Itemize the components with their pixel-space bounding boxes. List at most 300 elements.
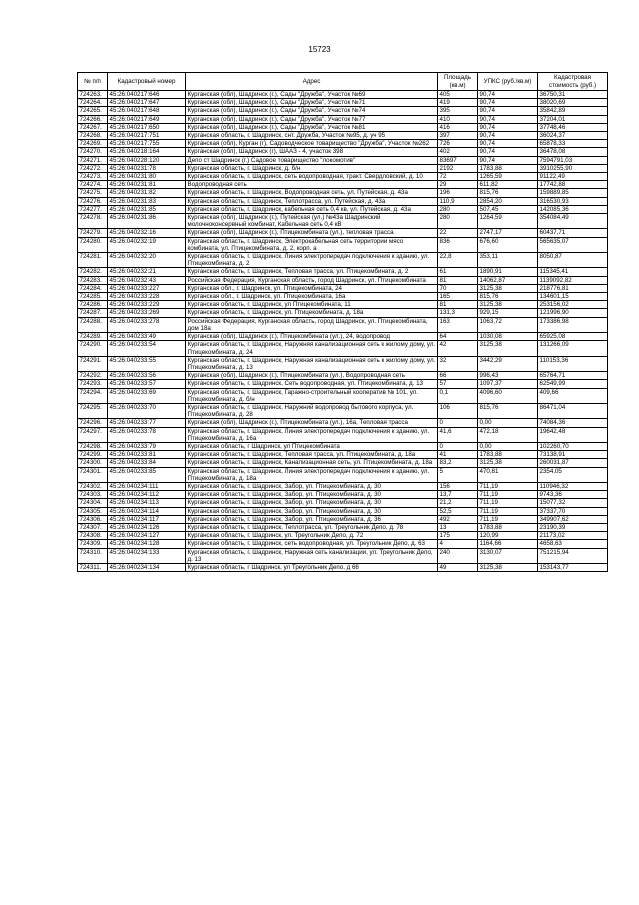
cadastral-number-cell: 45:26:040217:647 — [108, 99, 186, 107]
upks-cell: 2854,20 — [478, 197, 538, 205]
table-row — [78, 427, 608, 442]
row-number-cell: 724297. — [78, 427, 108, 442]
row-number-cell: 724263. — [78, 91, 108, 99]
address-cell: Курганская область, г. Шадринск, Теплотрасса, ул. Треугольник Депо, д. 78 — [186, 523, 438, 531]
area-cell: 280 — [438, 205, 478, 213]
table-row — [78, 523, 608, 531]
area-cell: 49 — [438, 563, 478, 571]
address-cell: Курганская область, г. Шадринск, Линия электропередач подключения к зданию, ул. Птицекомбината, д. 16а — [186, 427, 438, 442]
cadastral-number-cell: 45:26:040234:127 — [108, 532, 186, 540]
header-address: Адрес — [186, 73, 438, 91]
cadastral-value-cell: 36750,31 — [538, 91, 608, 99]
row-number-cell: 724281. — [78, 253, 108, 268]
area-cell: 836 — [438, 237, 478, 252]
table-row — [78, 140, 608, 148]
area-cell: 83697 — [438, 156, 478, 164]
table-row — [78, 459, 608, 467]
cadastral-number-cell: 45:26:040231:83 — [108, 197, 186, 205]
address-cell: Курганская (обл), Шадринск (г.), Сады "Дружба", Участок №81 — [186, 123, 438, 131]
cadastral-number-cell: 45:26:040233:77 — [108, 419, 186, 427]
table-header-row — [78, 73, 608, 91]
cadastral-value-cell: 23190,39 — [538, 523, 608, 531]
upks-cell: 1097,37 — [478, 380, 538, 388]
address-cell: Курганская область, г. Шадринск, Наружная канализационная сеть к жилому дому, ул. Птицекомбината, д. 13 — [186, 356, 438, 371]
row-number-cell: 724267. — [78, 123, 108, 131]
cadastral-value-cell: 19642,48 — [538, 427, 608, 442]
upks-cell: 90,74 — [478, 107, 538, 115]
area-cell: 41,6 — [438, 427, 478, 442]
cadastral-value-cell: 173386,98 — [538, 317, 608, 332]
address-cell: Курганская (обл), Шадринск (г), ШААЗ - 4, участок 398 — [186, 148, 438, 156]
cadastral-value-cell: 38020,69 — [538, 99, 608, 107]
table-row — [78, 293, 608, 301]
row-number-cell: 724277. — [78, 205, 108, 213]
row-number-cell: 724306. — [78, 515, 108, 523]
table-row — [78, 229, 608, 237]
address-cell: Курганская обл., г. Шадринск, ул. Птицекомбината, 24 — [186, 284, 438, 292]
cadastral-number-cell: 45:26:040228:120 — [108, 156, 186, 164]
address-cell: Депо ст Шадринск (г.) Садовое товарищество "локомотив" — [186, 156, 438, 164]
table-row — [78, 499, 608, 507]
upks-cell: 90,74 — [478, 140, 538, 148]
row-number-cell: 724292. — [78, 372, 108, 380]
cadastral-value-cell: 121996,90 — [538, 309, 608, 317]
table-row — [78, 115, 608, 123]
row-number-cell: 724304. — [78, 499, 108, 507]
table-row — [78, 181, 608, 189]
upks-cell: 711,19 — [478, 482, 538, 490]
table-row — [78, 388, 608, 403]
area-cell: 397 — [438, 132, 478, 140]
area-cell: 131,3 — [438, 309, 478, 317]
cadastral-value-cell: 65878,33 — [538, 140, 608, 148]
table-row — [78, 107, 608, 115]
cadastral-number-cell: 45:26:040234:113 — [108, 499, 186, 507]
cadastral-number-cell: 45:26:040217:646 — [108, 91, 186, 99]
cadastral-number-cell: 45:26:040234:134 — [108, 563, 186, 571]
upks-cell: 120,99 — [478, 532, 538, 540]
cadastral-value-cell: 354084,49 — [538, 214, 608, 229]
row-number-cell: 724274. — [78, 181, 108, 189]
address-cell: Курганская область, г. Шадринск, Тепловая трасса, ул. Птицекомбината, д. 18а — [186, 451, 438, 459]
table-row — [78, 333, 608, 341]
table-row — [78, 403, 608, 418]
table-row — [78, 237, 608, 252]
table-row — [78, 164, 608, 172]
area-cell: 4 — [438, 540, 478, 548]
cadastral-number-cell: 45:26:040233:79 — [108, 442, 186, 450]
row-number-cell: 724291. — [78, 356, 108, 371]
cadastral-number-cell: 45:26:040233:78 — [108, 427, 186, 442]
upks-cell: 1783,88 — [478, 164, 538, 172]
cadastral-value-cell: 91122,49 — [538, 173, 608, 181]
cadastral-number-cell: 45:26:040217:755 — [108, 140, 186, 148]
row-number-cell: 724296. — [78, 419, 108, 427]
address-cell: Курганская (обл), Шадринск (г.), Сады "Дружба", Участок №71 — [186, 99, 438, 107]
cadastral-number-cell: 45:26:040232:19 — [108, 237, 186, 252]
cadastral-number-cell: 45:26:040234:128 — [108, 540, 186, 548]
row-number-cell: 724275. — [78, 189, 108, 197]
address-cell: Курганская область, г. Шадринск, снт. Дружба, Участок №95, д. уч 95 — [186, 132, 438, 140]
row-number-cell: 724269. — [78, 140, 108, 148]
table-row — [78, 442, 608, 450]
cadastral-number-cell: 45:26:040231:78 — [108, 164, 186, 172]
upks-cell: 1783,88 — [478, 523, 538, 531]
cadastral-value-cell: 159889,85 — [538, 189, 608, 197]
cadastral-number-cell: 45:26:040233:84 — [108, 459, 186, 467]
upks-cell: 815,76 — [478, 293, 538, 301]
address-cell: Курганская (обл), Шадринск (г.), Сады "Дружба", Участок №69 — [186, 91, 438, 99]
page-number: 15723 — [308, 45, 331, 54]
address-cell: Курганская область, г Шадринск, ул Треугольник Депо, д 66 — [186, 563, 438, 571]
address-cell: Курганская область, г. Шадринск, Наружний водопровод бытового корпуса, ул. Птицекомбината, д. 28 — [186, 403, 438, 418]
cadastral-value-cell: 65925,08 — [538, 333, 608, 341]
area-cell: 22 — [438, 229, 478, 237]
cadastral-value-cell: 36024,37 — [538, 132, 608, 140]
address-cell: Курганская область, г. Шадринск, Сеть водопроводная, ул. Птицекомбината, д. 13 — [186, 380, 438, 388]
table-row — [78, 507, 608, 515]
cadastral-number-cell: 45:26:040217:648 — [108, 107, 186, 115]
area-cell: 163 — [438, 317, 478, 332]
cadastral-value-cell: 2354,05 — [538, 467, 608, 482]
upks-cell: 90,74 — [478, 123, 538, 131]
cadastral-value-cell: 37204,01 — [538, 115, 608, 123]
upks-cell: 3442,29 — [478, 356, 538, 371]
row-number-cell: 724299. — [78, 451, 108, 459]
address-cell: Курганская (обл), Шадринск (г.), Птицекомбината (ул.), Водопроводная сеть — [186, 372, 438, 380]
row-number-cell: 724289. — [78, 333, 108, 341]
upks-cell: 3125,38 — [478, 341, 538, 356]
cadastral-number-cell: 45:26:040233:278 — [108, 317, 186, 332]
row-number-cell: 724311. — [78, 563, 108, 571]
cadastral-number-cell: 45:26:040231:81 — [108, 181, 186, 189]
header-upks: УПКС (руб./кв.м) — [478, 73, 538, 91]
area-cell: 402 — [438, 148, 478, 156]
area-cell: 410 — [438, 115, 478, 123]
cadastral-number-cell: 45:26:040234:133 — [108, 548, 186, 563]
table-row — [78, 214, 608, 229]
cadastral-value-cell: 218776,81 — [538, 284, 608, 292]
cadastral-value-cell: 73138,91 — [538, 451, 608, 459]
cadastral-value-cell: 3910255,90 — [538, 164, 608, 172]
header-number: № п/п — [78, 73, 108, 91]
table-row — [78, 515, 608, 523]
row-number-cell: 724301. — [78, 467, 108, 482]
cadastral-value-cell: 751215,94 — [538, 548, 608, 563]
table-row — [78, 467, 608, 482]
upks-cell: 90,74 — [478, 156, 538, 164]
row-number-cell: 724273. — [78, 173, 108, 181]
address-cell: Курганская область, г. Шадринск, Гаражно-строительный кооператив № 101, ул. Птицекомбината, д. б/н — [186, 388, 438, 403]
table-row — [78, 284, 608, 292]
upks-cell: 90,74 — [478, 99, 538, 107]
cadastral-number-cell: 45:26:040233:85 — [108, 467, 186, 482]
address-cell: Российская Федерация, Курганская область, город Шадринск, ул. Птицекомбината, дом 18а — [186, 317, 438, 332]
row-number-cell: 724300. — [78, 459, 108, 467]
cadastral-number-cell: 45:26:040217:650 — [108, 123, 186, 131]
upks-cell: 472,18 — [478, 427, 538, 442]
table-row — [78, 253, 608, 268]
cadastral-number-cell: 45:26:040234:112 — [108, 491, 186, 499]
cadastral-number-cell: 45:26:040217:649 — [108, 115, 186, 123]
cadastral-number-cell: 45:26:040234:126 — [108, 523, 186, 531]
area-cell: 196 — [438, 189, 478, 197]
row-number-cell: 724295. — [78, 403, 108, 418]
row-number-cell: 724283. — [78, 276, 108, 284]
address-cell: Курганская область, г. Шадринск, Водопроводная сеть, ул. Путейская, д. 43а — [186, 189, 438, 197]
area-cell: 5 — [438, 467, 478, 482]
row-number-cell: 724303. — [78, 491, 108, 499]
row-number-cell: 724276. — [78, 197, 108, 205]
address-cell: Курганская (обл), Шадринск (г.), Птицекомбината (ул.), 24, водопровод — [186, 333, 438, 341]
cadastral-value-cell: 8050,87 — [538, 253, 608, 268]
cadastral-number-cell: 45:26:040233:54 — [108, 341, 186, 356]
row-number-cell: 724287. — [78, 309, 108, 317]
cadastral-number-cell: 45:26:040231:80 — [108, 173, 186, 181]
table-row — [78, 197, 608, 205]
cadastral-number-cell: 45:26:040233:269 — [108, 309, 186, 317]
table-row — [78, 91, 608, 99]
area-cell: 70 — [438, 284, 478, 292]
upks-cell: 1164,66 — [478, 540, 538, 548]
upks-cell: 676,60 — [478, 237, 538, 252]
upks-cell: 470,81 — [478, 467, 538, 482]
row-number-cell: 724305. — [78, 507, 108, 515]
cadastral-number-cell: 45:26:040233:229 — [108, 301, 186, 309]
address-cell: Курганская область, г. Шадринск, сеть водопроводная, ул. Треугольник Депо, д. 63 — [186, 540, 438, 548]
table-row — [78, 317, 608, 332]
area-cell: 66 — [438, 372, 478, 380]
address-cell: Курганская (обл), Шадринск (г.), Сады "Дружба", Участок №77 — [186, 115, 438, 123]
upks-cell: 14062,87 — [478, 276, 538, 284]
cadastral-number-cell: 45:26:040231:86 — [108, 214, 186, 229]
cadastral-value-cell: 1139092,82 — [538, 276, 608, 284]
upks-cell: 611,82 — [478, 181, 538, 189]
area-cell: 61 — [438, 268, 478, 276]
area-cell: 32 — [438, 356, 478, 371]
address-cell: Курганская область, г. Шадринск, Линия электропередач подключения к зданию, ул. Птицекомбината, д. 2 — [186, 253, 438, 268]
table-row — [78, 548, 608, 563]
area-cell: 240 — [438, 548, 478, 563]
area-cell: 726 — [438, 140, 478, 148]
table-row — [78, 491, 608, 499]
table-row — [78, 532, 608, 540]
cadastral-value-cell: 7594791,03 — [538, 156, 608, 164]
row-number-cell: 724280. — [78, 237, 108, 252]
upks-cell: 90,74 — [478, 132, 538, 140]
cadastral-value-cell: 35842,89 — [538, 107, 608, 115]
area-cell: 165 — [438, 293, 478, 301]
upks-cell: 3125,38 — [478, 284, 538, 292]
cadastral-number-cell: 45:26:040233:227 — [108, 284, 186, 292]
cadastral-number-cell: 45:26:040232:20 — [108, 253, 186, 268]
address-cell: Курганская (обл), Шадринск (г.), Путейская (ул.) №43а Шадринский молочноконсервный комбинат, Кабельная сеть 0,4 кВ — [186, 214, 438, 229]
table-row — [78, 173, 608, 181]
upks-cell: 929,15 — [478, 309, 538, 317]
table-row — [78, 268, 608, 276]
address-cell: Курганская область, г. Шадринск, Теплотрасса, ул. Путейская, д. 43а — [186, 197, 438, 205]
area-cell: 13 — [438, 523, 478, 531]
upks-cell: 507,45 — [478, 205, 538, 213]
header-area: Площадь (кв.м) — [438, 73, 478, 91]
table-row — [78, 156, 608, 164]
cadastral-number-cell: 45:26:040233:69 — [108, 388, 186, 403]
header-cadastral-number: Кадастровый номер — [108, 73, 186, 91]
area-cell: 2192 — [438, 164, 478, 172]
area-cell: 416 — [438, 123, 478, 131]
upks-cell: 1783,88 — [478, 451, 538, 459]
cadastral-number-cell: 45:26:040234:114 — [108, 507, 186, 515]
area-cell: 110,9 — [438, 197, 478, 205]
row-number-cell: 724285. — [78, 293, 108, 301]
table-body — [78, 91, 608, 572]
address-cell: Курганская область, г. Шадринск, Линия электропередач подключения к зданию, ул. Птицекомбината, д. 18а — [186, 467, 438, 482]
row-number-cell: 724288. — [78, 317, 108, 332]
table-row — [78, 205, 608, 213]
area-cell: 42 — [438, 341, 478, 356]
upks-cell: 711,19 — [478, 507, 538, 515]
area-cell: 0 — [438, 419, 478, 427]
cadastral-value-cell: 37337,70 — [538, 507, 608, 515]
table-row — [78, 132, 608, 140]
row-number-cell: 724266. — [78, 115, 108, 123]
upks-cell: 3125,38 — [478, 459, 538, 467]
address-cell: Курганская область, г. Шадринск, Канализационная сеть, ул. Птицекомбината, д. 18а — [186, 459, 438, 467]
cadastral-number-cell: 45:26:040233:70 — [108, 403, 186, 418]
cadastral-value-cell: 565635,07 — [538, 237, 608, 252]
upks-cell: 3130,07 — [478, 548, 538, 563]
cadastral-value-cell: 74084,36 — [538, 419, 608, 427]
row-number-cell: 724308. — [78, 532, 108, 540]
cadastral-number-cell: 45:26:040217:751 — [108, 132, 186, 140]
table-row — [78, 540, 608, 548]
table-row — [78, 372, 608, 380]
upks-cell: 1063,72 — [478, 317, 538, 332]
cadastral-value-cell: 4658,63 — [538, 540, 608, 548]
table-row — [78, 276, 608, 284]
area-cell: 405 — [438, 91, 478, 99]
cadastral-value-cell: 65764,71 — [538, 372, 608, 380]
area-cell: 57 — [438, 380, 478, 388]
area-cell: 419 — [438, 99, 478, 107]
cadastral-number-cell: 45:26:040234:111 — [108, 482, 186, 490]
upks-cell: 1265,59 — [478, 173, 538, 181]
upks-cell: 3125,38 — [478, 563, 538, 571]
cadastral-value-cell: 153143,77 — [538, 563, 608, 571]
table-row — [78, 380, 608, 388]
upks-cell: 711,19 — [478, 499, 538, 507]
row-number-cell: 724270. — [78, 148, 108, 156]
table-row — [78, 341, 608, 356]
address-cell: Курганская область, г. Шадринск, Наружняя канализационная сеть к жилому дому, ул. Птицекомбината, д. 24 — [186, 341, 438, 356]
row-number-cell: 724298. — [78, 442, 108, 450]
upks-cell: 2747,17 — [478, 229, 538, 237]
area-cell: 156 — [438, 482, 478, 490]
area-cell: 22,8 — [438, 253, 478, 268]
row-number-cell: 724271. — [78, 156, 108, 164]
cadastral-value-cell: 253156,02 — [538, 301, 608, 309]
upks-cell: 4096,60 — [478, 388, 538, 403]
cadastral-value-cell: 60437,71 — [538, 229, 608, 237]
address-cell: Курганская (обл), Курган (г), Садоводческое товарищество "Дружба", Участок №262 — [186, 140, 438, 148]
table-row — [78, 99, 608, 107]
header-cadastral-value: Кадастровая стоимость (руб.) — [538, 73, 608, 91]
area-cell: 72 — [438, 173, 478, 181]
address-cell: Курганская область, г. Шадринск, Наружная сеть канализации, ул. Треугольник Депо, д. 13 — [186, 548, 438, 563]
cadastral-number-cell: 45:26:040232:21 — [108, 268, 186, 276]
cadastral-value-cell: 36478,08 — [538, 148, 608, 156]
row-number-cell: 724268. — [78, 132, 108, 140]
address-cell: Курганская область, г. Шадринск, ул Птицекомбината, 11 — [186, 301, 438, 309]
address-cell: Водопроводная сеть — [186, 181, 438, 189]
row-number-cell: 724272. — [78, 164, 108, 172]
cadastral-value-cell: 349907,62 — [538, 515, 608, 523]
area-cell: 13,7 — [438, 491, 478, 499]
address-cell: Курганская область, г Шадринск, ул Птицекомбината — [186, 442, 438, 450]
row-number-cell: 724294. — [78, 388, 108, 403]
row-number-cell: 724286. — [78, 301, 108, 309]
cadastral-value-cell: 131266,09 — [538, 341, 608, 356]
address-cell: Курганская обл., г. Шадринск, ул. Птицекомбината, 16а — [186, 293, 438, 301]
cadastral-number-cell: 45:26:040231:85 — [108, 205, 186, 213]
upks-cell: 90,74 — [478, 115, 538, 123]
cadastral-number-cell: 45:26:040232:43 — [108, 276, 186, 284]
upks-cell: 815,76 — [478, 189, 538, 197]
table-row — [78, 123, 608, 131]
cadastral-value-cell: 62549,99 — [538, 380, 608, 388]
area-cell: 175 — [438, 532, 478, 540]
row-number-cell: 724290. — [78, 341, 108, 356]
area-cell: 52,5 — [438, 507, 478, 515]
upks-cell: 90,74 — [478, 148, 538, 156]
area-cell: 41 — [438, 451, 478, 459]
cadastral-table — [77, 72, 608, 572]
upks-cell: 90,74 — [478, 91, 538, 99]
cadastral-value-cell: 9743,36 — [538, 491, 608, 499]
cadastral-value-cell: 17742,88 — [538, 181, 608, 189]
row-number-cell: 724282. — [78, 268, 108, 276]
cadastral-number-cell: 45:26:040233:56 — [108, 372, 186, 380]
row-number-cell: 724307. — [78, 523, 108, 531]
cadastral-number-cell: 45:26:040233:81 — [108, 451, 186, 459]
address-cell: Курганская (обл), Шадринск (г.), Птицекомбината (ул.), 16а, Тепловая трасса — [186, 419, 438, 427]
row-number-cell: 724310. — [78, 548, 108, 563]
cadastral-number-cell: 45:26:040231:82 — [108, 189, 186, 197]
cadastral-value-cell: 110153,36 — [538, 356, 608, 371]
upks-cell: 1030,08 — [478, 333, 538, 341]
table-row — [78, 419, 608, 427]
cadastral-value-cell: 134601,15 — [538, 293, 608, 301]
address-cell: Курганская область, г. Шадринск, Электрокабельная сеть территории мясо комбината, ул. Птицекомбината, д. 2, корп. а — [186, 237, 438, 252]
upks-cell: 1264,59 — [478, 214, 538, 229]
address-cell: Курганская область, г. Шадринск, ул. Птицекомбината, д. 18а — [186, 309, 438, 317]
row-number-cell: 724278. — [78, 214, 108, 229]
row-number-cell: 724265. — [78, 107, 108, 115]
cadastral-number-cell: 45:26:040232:16 — [108, 229, 186, 237]
area-cell: 395 — [438, 107, 478, 115]
cadastral-number-cell: 45:26:040233:228 — [108, 293, 186, 301]
table-row — [78, 189, 608, 197]
area-cell: 106 — [438, 403, 478, 418]
cadastral-value-cell: 15077,32 — [538, 499, 608, 507]
area-cell: 81 — [438, 301, 478, 309]
cadastral-value-cell: 110946,32 — [538, 482, 608, 490]
row-number-cell: 724309. — [78, 540, 108, 548]
cadastral-number-cell: 45:26:040233:49 — [108, 333, 186, 341]
cadastral-value-cell: 86471,04 — [538, 403, 608, 418]
area-cell: 21,2 — [438, 499, 478, 507]
address-cell: Курганская (обл), Шадринск (г.), Сады "Дружба", Участок №74 — [186, 107, 438, 115]
